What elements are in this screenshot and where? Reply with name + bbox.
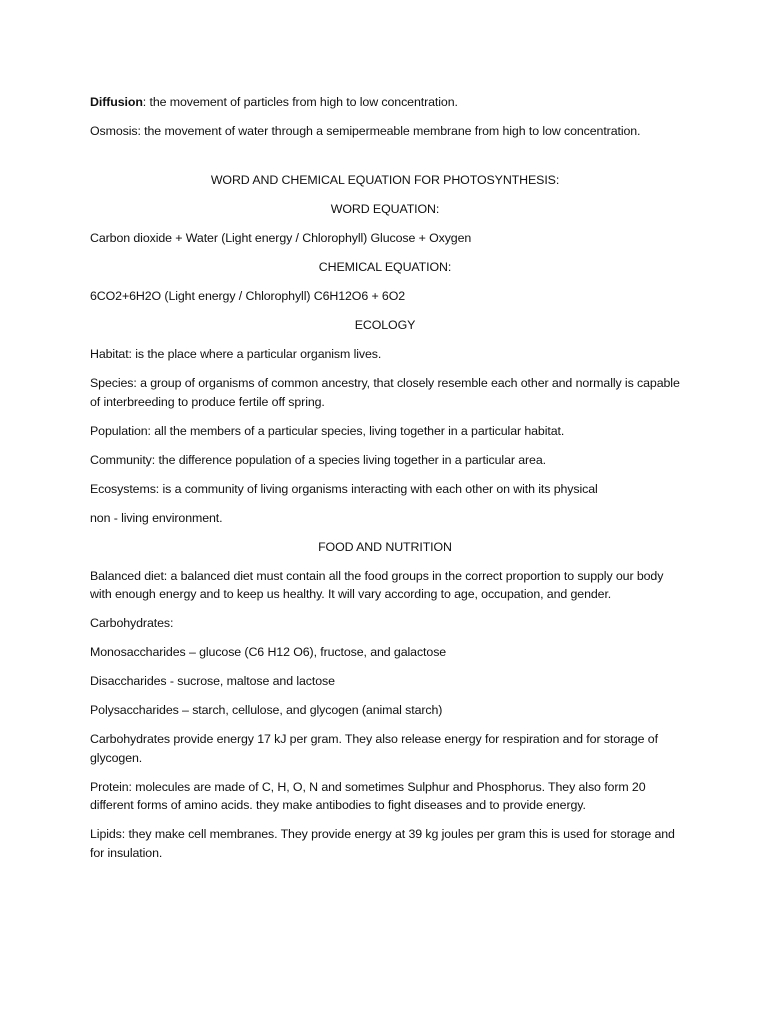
- species-definition: Species: a group of organisms of common ancestry, that closely resemble each other and normally is capable of interbreeding to produce fertile off spring.: [90, 376, 680, 409]
- chemical-equation-heading: CHEMICAL EQUATION:: [318, 260, 452, 274]
- ecosystems-definition: Ecosystems: is a community of living organisms interacting with each other on with its physical: [90, 481, 598, 496]
- diffusion-term: Diffusion: [90, 95, 143, 109]
- lipids-definition: Lipids: they make cell membranes. They provide energy at 39 kg joules per gram this is used for storage and for insulation.: [90, 827, 675, 860]
- carbohydrate-energy-text: Carbohydrates provide energy 17 kJ per gram. They also release energy for respiration and for storage of glycogen.: [90, 732, 658, 765]
- disaccharides-item: Disaccharides - sucrose, maltose and lactose: [90, 674, 335, 688]
- population-definition: Population: all the members of a particular species, living together in a particular habitat.: [90, 423, 565, 438]
- ecosystems-definition-continued: non - living environment.: [90, 510, 223, 525]
- photosynthesis-heading: WORD AND CHEMICAL EQUATION FOR PHOTOSYNTHESIS:: [210, 173, 560, 187]
- document-body: [90, 93, 680, 873]
- ecology-heading: ECOLOGY: [354, 318, 416, 332]
- word-equation: Carbon dioxide + Water (Light energy / Chlorophyll) Glucose + Oxygen: [90, 231, 472, 245]
- diffusion-text: : the movement of particles from high to low concentration.: [142, 95, 458, 109]
- word-equation-heading: WORD EQUATION:: [330, 202, 440, 216]
- protein-definition: Protein: molecules are made of C, H, O, N and sometimes Sulphur and Phosphorus. They also form 20 different forms of amino acids. they make antibodies to fight diseases and to provide energy.: [90, 779, 646, 812]
- balanced-diet-definition: Balanced diet: a balanced diet must contain all the food groups in the correct proportion to supply our body with enough energy and to keep us healthy. It will vary according to age, occupation, and gender.: [90, 568, 664, 601]
- chemical-equation: 6CO2+6H2O (Light energy / Chlorophyll) C6H12O6 + 6O2: [90, 289, 406, 303]
- osmosis-definition: Osmosis: the movement of water through a semipermeable membrane from high to low concentration.: [90, 124, 641, 138]
- food-nutrition-heading: FOOD AND NUTRITION: [318, 539, 452, 554]
- carbohydrates-label: Carbohydrates:: [90, 616, 174, 630]
- section-gap: [90, 151, 680, 171]
- monosaccharides-item: Monosaccharides – glucose (C6 H12 O6), fructose, and galactose: [90, 645, 447, 659]
- diffusion-definition: [90, 93, 680, 112]
- habitat-definition: Habitat: is the place where a particular organism lives.: [90, 347, 382, 361]
- polysaccharides-item: Polysaccharides – starch, cellulose, and glycogen (animal starch): [90, 703, 443, 717]
- community-definition: Community: the difference population of a species living together in a particular area.: [90, 452, 546, 467]
